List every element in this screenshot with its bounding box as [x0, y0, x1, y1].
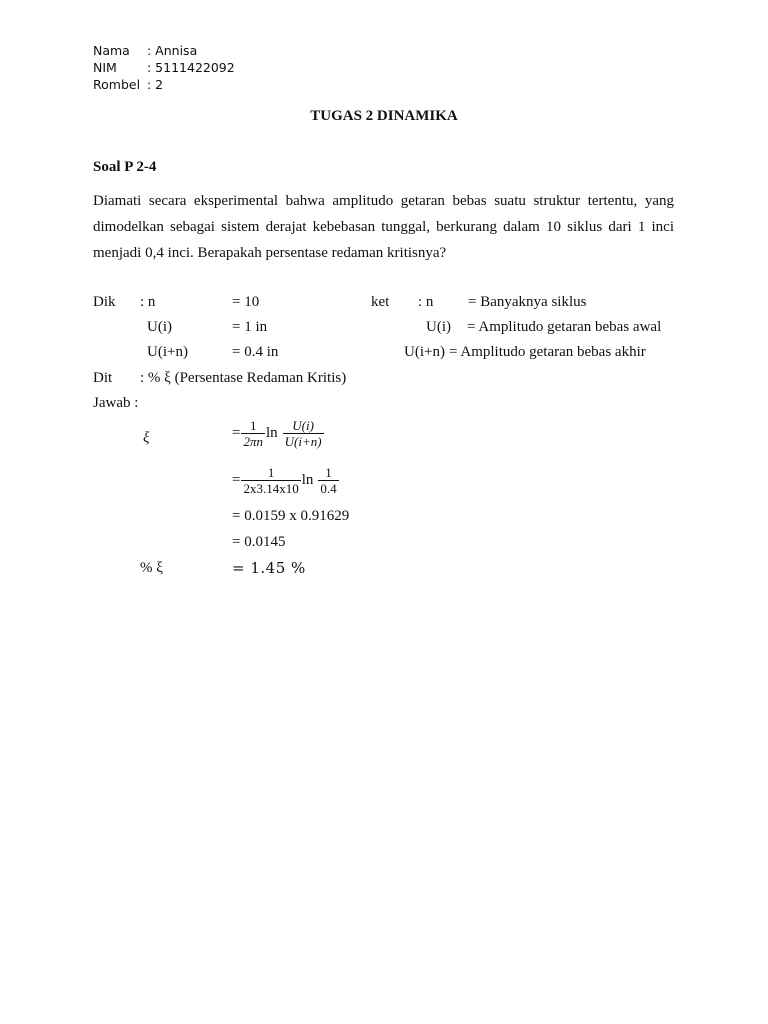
- eq2-fraction-1: [241, 465, 300, 496]
- nama-label: Nama: [93, 43, 130, 58]
- result-value: = 1.45 %: [232, 559, 306, 577]
- xi-symbol: ξ: [143, 430, 150, 446]
- dik-val-ui: = 1 in: [232, 319, 268, 335]
- eq1-fraction-2: [283, 418, 324, 449]
- ket-sym-n: : n: [418, 294, 434, 310]
- jawab-label: Jawab :: [93, 395, 139, 411]
- equation-2: [232, 465, 340, 496]
- eq1-num2: U(i): [292, 418, 314, 433]
- eq1-ln: ln: [265, 425, 278, 441]
- ket-sym-ui: U(i): [426, 319, 451, 335]
- eq2-num2: 1: [325, 465, 332, 480]
- equation-1: [232, 418, 325, 449]
- ket-desc-ui: = Amplitudo getaran bebas awal: [467, 319, 662, 335]
- rombel-label: Rombel: [93, 77, 141, 92]
- dik-val-uin: = 0.4 in: [232, 344, 279, 360]
- eq1-equals: =: [232, 425, 241, 441]
- dik-sym-ui: U(i): [147, 319, 172, 335]
- eq2-den2: 0.4: [320, 481, 337, 496]
- equation-3: = 0.0159 x 0.91629: [232, 508, 350, 524]
- ket-desc-uin: = Amplitudo getaran bebas akhir: [449, 344, 646, 360]
- document-title: TUGAS 2 DINAMIKA: [310, 108, 458, 124]
- rombel-value: : 2: [147, 77, 164, 92]
- soal-heading: Soal P 2-4: [93, 159, 157, 175]
- percent-xi-label: % ξ: [140, 560, 163, 576]
- ket-sym-uin: U(i+n): [404, 344, 445, 360]
- dik-label: Dik: [93, 294, 116, 310]
- nama-value: : Annisa: [147, 43, 198, 58]
- eq2-num: 1: [267, 465, 275, 480]
- dik-sym-uin: U(i+n): [147, 344, 188, 360]
- eq2-equals: =: [232, 472, 241, 488]
- ket-desc-n: = Banyaknya siklus: [468, 294, 587, 310]
- eq1-den2: U(i+n): [284, 434, 322, 449]
- dik-val-n: = 10: [232, 294, 260, 310]
- eq2-fraction-2: [318, 465, 338, 496]
- problem-paragraph: Diamati secara eksperimental bahwa amplitudo getaran bebas suatu struktur tertentu, yang dimodelkan sebagai sistem derajat kebebasan tunggal, berkurang dalam 10 siklus dari 1 inci menjadi 0,4 inci. Berapakah persentase redaman kritisnya?: [93, 193, 674, 261]
- eq1-num: 1: [249, 418, 257, 433]
- eq2-ln: ln: [301, 472, 314, 488]
- dit-value: : % ξ (Persentase Redaman Kritis): [140, 370, 347, 386]
- eq1-fraction-1: [241, 418, 265, 449]
- eq1-den: 2πn: [243, 434, 263, 449]
- equation-4: = 0.0145: [232, 534, 286, 550]
- nim-label: NIM: [93, 60, 117, 75]
- dit-label: Dit: [93, 370, 113, 386]
- ket-label: ket: [371, 294, 390, 310]
- eq2-den: 2x3.14x10: [243, 481, 299, 496]
- dik-sym-n: : n: [140, 294, 156, 310]
- nim-value: : 5111422092: [147, 60, 235, 75]
